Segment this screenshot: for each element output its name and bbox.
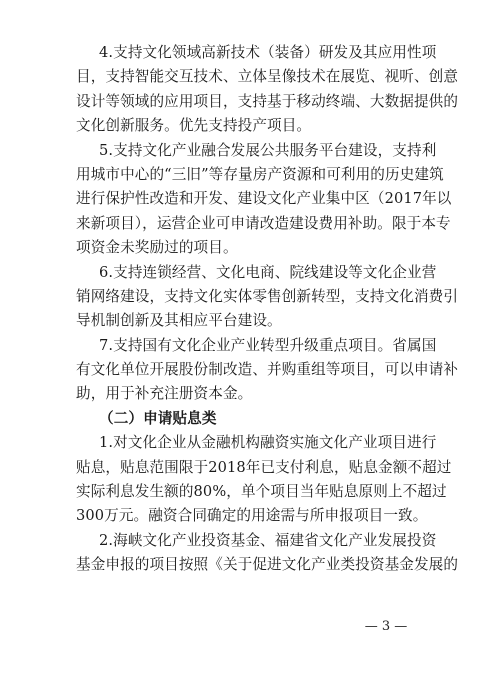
document-body <box>76 41 459 578</box>
paragraph-line: 贴息，贴息范围限于2018年已支付利息，贴息金额不超过 <box>76 458 452 476</box>
paragraph-line: 文化创新服务。优先支持投产项目。 <box>76 117 312 135</box>
paragraph-subsidy-1 <box>76 431 452 529</box>
paragraph-line: 5.支持文化产业融合发展公共服务平台建设，支持利 <box>99 141 437 159</box>
paragraph-line: 6.支持连锁经营、文化电商、院线建设等文化企业营 <box>99 263 437 281</box>
paragraph-line: 2.海峡文化产业投资基金、福建省文化产业发展投资 <box>99 531 437 549</box>
paragraph-line: 助，用于补充注册资本金。 <box>76 385 253 403</box>
paragraph-item-5 <box>76 139 452 261</box>
paragraph-line: 有文化单位开展股份制改造、并购重组等项目，可以申请补 <box>76 361 459 379</box>
paragraph-line: 进行保护性改造和开发、建设文化产业集中区（2017年以 <box>76 190 452 208</box>
paragraph-item-6 <box>76 261 459 334</box>
paragraph-line: 7.支持国有文化企业产业转型升级重点项目。省属国 <box>99 336 437 354</box>
paragraph-line: 来新项目），运营企业可申请改造建设费用补助。限于本专 <box>76 214 451 232</box>
paragraph-line: 目，支持智能交互技术、立体呈像技术在展览、视听、创意 <box>76 68 459 86</box>
paragraph-line: 导机制创新及其相应平台建设。 <box>76 312 282 330</box>
paragraph-line: 用城市中心的“三旧”等存量房产资源和可利用的历史建筑 <box>76 165 444 183</box>
paragraph-subsidy-2 <box>76 529 459 578</box>
paragraph-line: 4.支持文化领域高新技术（装备）研发及其应用性项 <box>99 44 437 61</box>
paragraph-line: 实际利息发生额的80%，单个项目当年贴息原则上不超过 <box>76 483 447 501</box>
paragraph-item-7 <box>76 334 459 407</box>
paragraph-line: 300万元。融资合同确定的用途需与所申报项目一致。 <box>76 507 428 525</box>
paragraph-line: 设计等领域的应用项目，支持基于移动终端、大数据提供的 <box>76 92 459 110</box>
paragraph-item-4 <box>76 41 459 139</box>
paragraph-line: 1.对文化企业从金融机构融资实施文化产业项目进行 <box>99 434 437 452</box>
section-heading-text: （二）申请贴息类 <box>99 409 217 427</box>
paragraph-line: 基金申报的项目按照《关于促进文化产业类投资基金发展的 <box>76 556 459 574</box>
section-heading <box>76 407 414 431</box>
page-number: — 3 — <box>364 619 408 634</box>
paragraph-line: 项资金未奖励过的项目。 <box>76 239 238 257</box>
paragraph-line: 销网络建设，支持文化实体零售创新转型，支持文化消费引 <box>76 287 459 305</box>
